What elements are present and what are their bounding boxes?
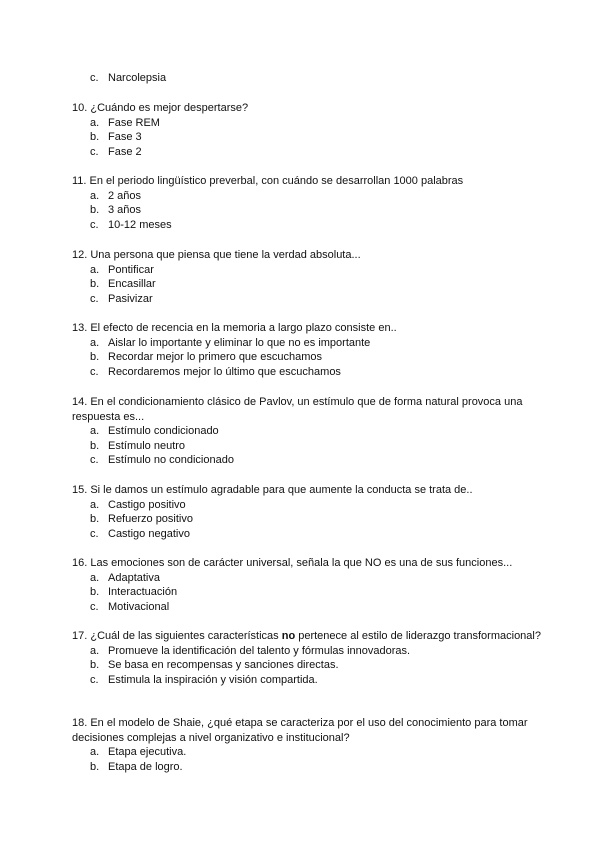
question-15 <box>72 483 542 541</box>
option-text: Encasillar <box>108 278 156 291</box>
question-11 <box>72 174 542 232</box>
option-text: Motivacional <box>108 600 170 613</box>
option-b: b. 3 años <box>90 204 142 217</box>
option-text: Etapa ejecutiva. <box>108 746 187 759</box>
question-text: 16. Las emociones son de carácter universal, señala la que NO es una de sus funciones... <box>72 557 513 569</box>
option-b: b. Recordar mejor lo primero que escuchamos <box>90 351 322 364</box>
question-13 <box>72 321 542 379</box>
question-17 <box>72 629 542 687</box>
question-text: 11. En el periodo lingüístico preverbal, con cuándo se desarrollan 1000 palabras <box>72 175 464 187</box>
option-text: Etapa de logro. <box>108 760 183 773</box>
options-list <box>72 644 542 688</box>
question-text: 15. Si le damos un estímulo agradable para que aumente la conducta se trata de.. <box>72 484 473 496</box>
question-text: 13. El efecto de recencia en la memoria a largo plazo consiste en.. <box>72 322 397 334</box>
option-text: Pasivizar <box>108 292 153 305</box>
options-list <box>72 745 542 774</box>
question-10 <box>72 101 542 159</box>
options-list <box>72 571 542 615</box>
option-c: c. Castigo negativo <box>90 527 190 540</box>
option-b: b. Refuerzo positivo <box>90 513 193 526</box>
question-18 <box>72 716 542 774</box>
option-a: a. Pontificar <box>90 263 154 276</box>
options-list <box>72 498 542 542</box>
option-text: Narcolepsia <box>108 72 167 84</box>
option-text: Promueve la identificación del talento y fórmulas innovadoras. <box>108 644 411 657</box>
option-text: 2 años <box>108 189 142 202</box>
option-a: a. Adaptativa <box>90 571 160 584</box>
option-text: Aislar lo importante y eliminar lo que no es importante <box>108 336 371 349</box>
option-a: a. Aislar lo importante y eliminar lo que no es importante <box>90 336 371 349</box>
option-c: c. Estímulo no condicionado <box>90 454 234 467</box>
option-b: b. Estímulo neutro <box>90 439 186 452</box>
options-list <box>72 189 542 233</box>
option-a: a. Etapa ejecutiva. <box>90 746 187 759</box>
question-9-tail <box>72 71 542 86</box>
option-b: b. Interactuación <box>90 586 178 599</box>
option-text: Castigo positivo <box>108 498 186 511</box>
option-text: Estímulo neutro <box>108 439 186 452</box>
option-text: Castigo negativo <box>108 527 190 540</box>
options-list <box>72 71 542 86</box>
option-text: Se basa en recompensas y sanciones directas. <box>108 659 339 672</box>
option-text: Interactuación <box>108 586 178 599</box>
emphasis-no: no <box>281 630 296 642</box>
option-b: b. Encasillar <box>90 278 156 291</box>
option-a: a. Castigo positivo <box>90 498 186 511</box>
option-text: Fase 2 <box>108 145 142 158</box>
option-b: b. Fase 3 <box>90 131 142 144</box>
option-text: Estímulo no condicionado <box>108 454 234 467</box>
question-text: 17. ¿Cuál de las siguientes características no pertenece al estilo de liderazgo transformacional? <box>72 630 541 642</box>
option-c: c. Motivacional <box>90 600 170 613</box>
option-text: Recordar mejor lo primero que escuchamos <box>108 351 322 364</box>
options-list <box>72 116 542 160</box>
question-text: 14. En el condicionamiento clásico de Pavlov, un estímulo que de forma natural provoca una respuesta es... <box>72 396 523 423</box>
option-text: Adaptativa <box>108 571 160 584</box>
question-16 <box>72 556 542 614</box>
option-a: a. Fase REM <box>90 116 160 129</box>
option-text: 3 años <box>108 204 142 217</box>
option-text: Estímulo condicionado <box>108 425 219 438</box>
option-c: c. Fase 2 <box>90 145 142 158</box>
option-text: Refuerzo positivo <box>108 513 193 526</box>
option-b: b. Etapa de logro. <box>90 760 183 773</box>
question-text: 10. ¿Cuándo es mejor despertarse? <box>72 102 249 114</box>
option-text: Fase REM <box>108 116 160 129</box>
option-b: b. Se basa en recompensas y sanciones directas. <box>90 659 339 672</box>
option-text: Pontificar <box>108 263 154 276</box>
option-c: c. Recordaremos mejor lo último que escuchamos <box>90 365 341 378</box>
option-a: a. 2 años <box>90 189 142 202</box>
option-a: a. Estímulo condicionado <box>90 425 219 438</box>
question-12 <box>72 248 542 306</box>
options-list <box>72 424 542 468</box>
options-list <box>72 263 542 307</box>
option-c: c. Narcolepsia <box>90 72 167 84</box>
option-c: c. 10-12 meses <box>90 218 172 231</box>
option-c: c. Pasivizar <box>90 292 153 305</box>
option-text: Recordaremos mejor lo último que escuchamos <box>108 365 341 378</box>
option-a: a. Promueve la identificación del talento y fórmulas innovadoras. <box>90 644 411 657</box>
question-14 <box>72 395 542 468</box>
options-list <box>72 336 542 380</box>
option-c: c. Estimula la inspiración y visión compartida. <box>90 673 318 686</box>
question-text: 18. En el modelo de Shaie, ¿qué etapa se caracteriza por el uso del conocimiento para tomar decisiones complejas a nivel organizativo e institucional? <box>72 717 528 744</box>
question-text: 12. Una persona que piensa que tiene la verdad absoluta... <box>72 249 361 261</box>
option-text: Fase 3 <box>108 131 142 144</box>
option-text: Estimula la inspiración y visión compartida. <box>108 673 318 686</box>
option-text: 10-12 meses <box>108 218 172 231</box>
